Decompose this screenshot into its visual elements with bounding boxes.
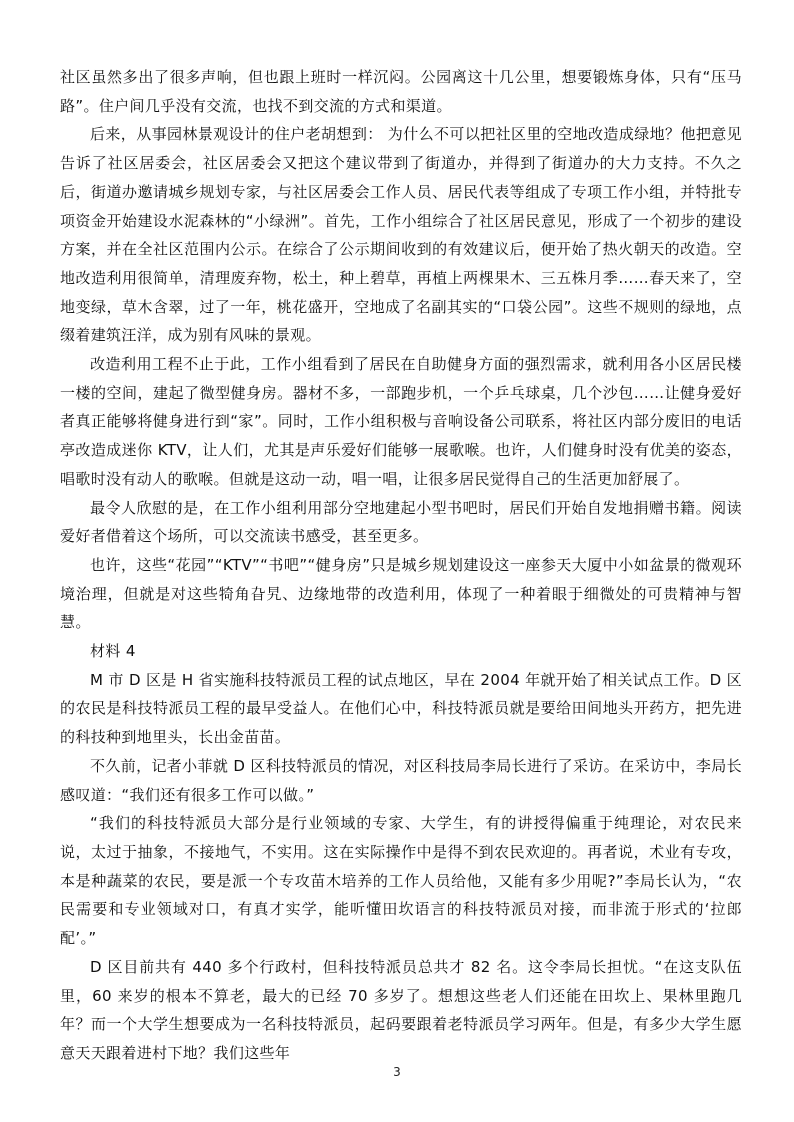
paragraph-8: “我们的科技特派员大部分是行业领域的专家、大学生，有的讲授得偏重于纯理论，对农民来说，太过于抽象，不接地气，不实用。这在实际操作中是得不到农民欢迎的。再者说，术业有专攻，本是种蔬菜的农民，要是派一个专攻苗木培养的工作人员给他，又能有多少用呢?”李局长认为，“农民需要和专业领域对口，有真才实学，能听懂田坎语言的科技特派员对接，而非流于形式的‘拉郎配’。” <box>60 814 742 948</box>
paragraph-5: 也许，这些“花园”“KTV”“书吧”“健身房”只是城乡规划建设这一座参天大厦中小如盆景的微观环境治理，但就是对这些犄角旮旯、边缘地带的改造利用，体现了一种着眼于细微处的可贵精神与智慧。 <box>60 555 742 632</box>
document-body <box>60 63 742 1068</box>
paragraph-9: D 区目前共有 440 多个行政村，但科技特派员总共才 82 名。这令李局长担忧。“在这支队伍里，60 来岁的根本不算老，最大的已经 70 多岁了。想想这些老人们还能在田坎上、果林里跑几年？而一个大学生想要成为一名科技特派员，起码要跟着老特派员学习两年。但是，有多少大学生愿意天天跟着进村下地？我们这些年 <box>60 957 742 1062</box>
paragraph-4: 最令人欣慰的是，在工作小组利用部分空地建起小型书吧时，居民们开始自发地捐赠书籍。阅读爱好者借着这个场所，可以交流读书感受，甚至更多。 <box>60 498 742 546</box>
paragraph-3: 改造利用工程不止于此，工作小组看到了居民在自助健身方面的强烈需求，就利用各小区居民楼一楼的空间，建起了微型健身房。器材不多，一部跑步机，一个乒乓球桌，几个沙包……让健身爱好者真正能够将健身进行到“家”。同时，工作小组积极与音响设备公司联系，将社区内部分废旧的电话亭改造成迷你 KTV，让人们，尤其是声乐爱好们能够一展歌喉。也许，人们健身时没有优美的姿态，唱歌时没有动人的歌喉。但就是这动一动，唱一唱，让很多居民觉得自己的生活更加舒展了。 <box>60 355 742 488</box>
paragraph-7: 不久前，记者小菲就 D 区科技特派员的情况，对区科技局李局长进行了采访。在采访中，李局长感叹道：“我们还有很多工作可以做。” <box>60 756 742 804</box>
page-number: 3 <box>393 1065 401 1079</box>
paragraph-6: M 市 D 区是 H 省实施科技特派员工程的试点地区，早在 2004 年就开始了相关试点工作。D 区的农民是科技特派员工程的最早受益人。在他们心中，科技特派员就是要给田间地头开药方，把先进的科技种到地里头，长出金苗苗。 <box>60 670 742 747</box>
section-heading-material-4: 材料 4 <box>90 642 136 661</box>
paragraph-1: 社区虽然多出了很多声响，但也跟上班时一样沉闷。公园离这十几公里，想要锻炼身体，只有“压马路”。住户间几乎没有交流，也找不到交流的方式和渠道。 <box>60 68 742 115</box>
paragraph-2: 后来，从事园林景观设计的住户老胡想到： 为什么不可以把社区里的空地改造成绿地？他把意见告诉了社区居委会，社区居委会又把这个建议带到了街道办，并得到了街道办的大力支持。不久之后，街道办邀请城乡规划专家，与社区居委会工作人员、居民代表等组成了专项工作小组，并特批专项资金开始建设水泥森林的“小绿洲”。首先，工作小组综合了社区居民意见，形成了一个初步的建设方案，并在全社区范围内公示。在综合了公示期间收到的有效建议后，便开始了热火朝天的改造。空地改造利用很简单，清理废弃物，松土，种上碧草，再植上两棵果木、三五株月季……春天来了，空地变绿，草木含翠，过了一年，桃花盛开，空地成了名副其实的“口袋公园”。这些不规则的绿地，点缀着建筑汪洋，成为别有风味的景观。 <box>60 125 742 345</box>
